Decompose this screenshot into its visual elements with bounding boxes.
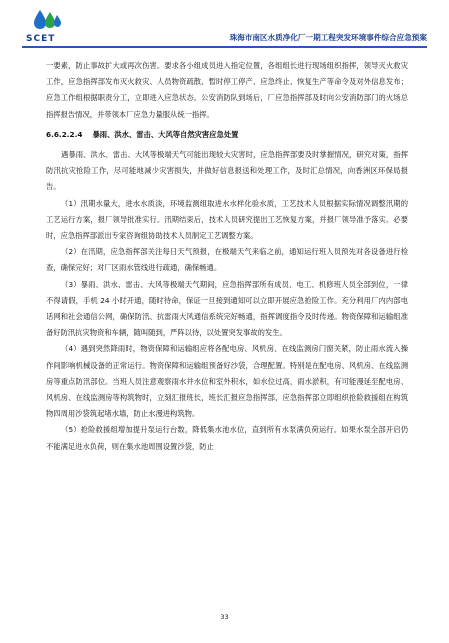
section-title: 暴雨、洪水、雷击、大风等自然灾害应急处置 (92, 129, 239, 139)
paragraph-4: （2）在汛期，应急指挥部关注每日天气预报，在极端天气来临之前，通知运行班人员预先对各设备进行检查，确保完好；对厂区雨水管线进行疏通，确保畅通。 (46, 247, 408, 273)
section-number: 6.6.2.2.4 (46, 129, 83, 139)
page-number: 33 (220, 613, 229, 621)
page-header (22, 8, 427, 48)
document-body (46, 58, 408, 455)
logo-text: SCET (26, 34, 56, 44)
header-title: 珠海市南区水质净化厂一期工程突发环境事件综合应急预案 (229, 33, 427, 42)
paragraph-2: 遇暴雨、洪水、雷击、大风等极端天气可能出现较大灾害时，应急指挥部要及时掌握情况，研究对策，指挥防汛抗灾抢险工作，尽可能地减少灾害损失，并做好信息报送和处理工作，及时汇总情况，向香洲区环保局报告。 (46, 150, 408, 192)
paragraph-7: （5）抢险救援组增加提升泵运行台数，降低集水池水位，直到所有水泵满负荷运行。如果水泵全部开启仍不能满足进水负荷，则在集水池周围设置沙袋，防止 (46, 425, 408, 451)
section-heading (46, 123, 408, 147)
paragraph-3: （1）汛期水量大，进水水质淡，环境监测组取进水水样化验水质，工艺技术人员根据实际情况调整汛期的工艺运行方案，报厂领导批准实行。汛期结束后，技术人员研究提出工艺恢复方案，并报厂领导准予落实。必要时，应急指挥部派出专家咨询组协助技术人员制定工艺调整方案。 (46, 198, 408, 241)
paragraph-1: 一要素，防止事故扩大或再次伤害。要求各小组成员进入指定位置，各组组长进行现场组织指挥，领导灭火救灾工作，应急指挥部发布灭火救灾、人员物资疏散、暂时停工停产、应急终止、恢复生产等命令及对外信息发布；应急工作组根据职责分工，立即进入应急状态。公安消防队到场后，厂应急指挥部及时向公安消防部门的火场总指挥报告情况，并带领本厂应急力量服从统一指挥。 (46, 61, 408, 119)
header-divider (22, 46, 427, 48)
paragraph-5: （3）暴雨、洪水、雷击、大风等极端天气期间，应急指挥部所有成员、电工、机修班人员全部到位，一律不得请假，手机 24 小时开通，随时待命，保证一旦接到通知可以立即开展应急抢险工作。充分利用厂内内部电话网和社会通信公网，确保防汛、抗雷雨大风通信系统完好畅通，指挥调度指令及时传递。物资保障和运输组准备好防汛抗灾物资和车辆，随叫随到，严阵以待，以处置突发事故的发生。 (46, 279, 408, 338)
paragraph-6: （4）遇到突然降雨时，物资保障和运输组应将各配电房、风机房、在线监测房门窗关紧，防止雨水流入操作间影响机械设备的正常运行。物资保障和运输组预备好沙袋，合理配置。特别是在配电房、风机房、在线监测房等重点防汛部位。当班人员注意观察雨水井水位和室外积水，如水位过高，雨水淤积，有可能漫延至配电房、风机房、在线监测房等构筑物时，立刻汇报班长，班长汇报应急指挥部，应急指挥部立即组织抢险救援组在构筑物四周用沙袋筑起堵水墙，防止水漫进构筑物。 (46, 344, 408, 419)
